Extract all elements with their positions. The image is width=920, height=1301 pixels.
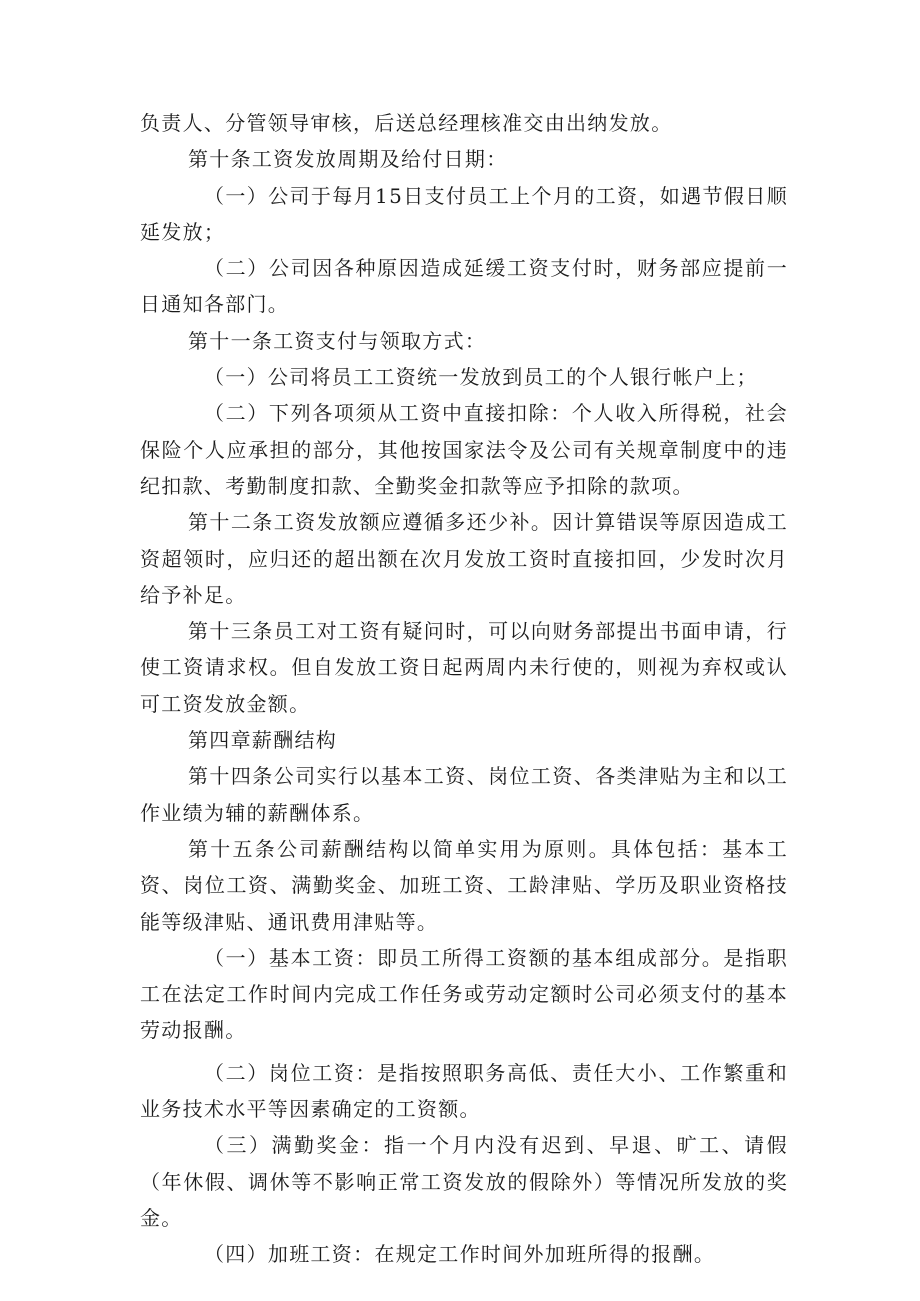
- article-11-heading: 第十一条工资支付与领取方式：: [188, 328, 487, 353]
- article-15-item-3: （三）满勤奖金：指一个月内没有迟到、早退、旷工、请假（年休假、调休等不影响正常工资发放的假除外）等情况所发放的奖金。: [140, 1133, 788, 1230]
- article-10-item-2: （二）公司因各种原因造成延缓工资支付时，财务部应提前一日通知各部门。: [140, 256, 788, 317]
- article-15-item-1: （一）基本工资：即员工所得工资额的基本组成部分。是指职工在法定工作时间内完成工作任务或劳动定额时公司必须支付的基本劳动报酬。: [140, 945, 788, 1043]
- article-15-item-2: （二）岗位工资：是指按照职务高低、责任大小、工作繁重和业务技术水平等因素确定的工资额。: [140, 1060, 788, 1122]
- article-15: 第十五条公司薪酬结构以简单实用为原则。具体包括：基本工资、岗位工资、满勤奖金、加班工资、工龄津贴、学历及职业资格技能等级津贴、通讯费用津贴等。: [140, 836, 788, 934]
- chapter-4-title: 第四章薪酬结构: [188, 728, 338, 753]
- document-body: [140, 105, 788, 1273]
- article-13: 第十三条员工对工资有疑问时，可以向财务部提出书面申请，行使工资请求权。但自发放工资日起两周内未行使的，则视为弃权或认可工资发放金额。: [140, 619, 788, 716]
- paragraph-approval: 负责人、分管领导审核，后送总经理核准交由出纳发放。: [140, 111, 673, 135]
- article-11-item-2: （二）下列各项须从工资中直接扣除：个人收入所得税，社会保险个人应承担的部分，其他按国家法令及公司有关规章制度中的违纪扣款、考勤制度扣款、全勤奖金扣款等应予扣除的款项。: [140, 401, 788, 498]
- article-15-item-4: （四）加班工资：在规定工作时间外加班所得的报酬。: [204, 1242, 716, 1267]
- article-10-heading: 第十条工资发放周期及给付日期：: [188, 147, 508, 172]
- article-12: 第十二条工资发放额应遵循多还少补。因计算错误等原因造成工资超领时，应归还的超出额在次月发放工资时直接扣回，少发时次月给予补足。: [140, 510, 788, 607]
- article-10-item-1: （一）公司于每月15日支付员工上个月的工资，如遇节假日顺延发放；: [140, 183, 788, 244]
- article-11-item-1: （一）公司将员工工资统一发放到员工的个人银行帐户上；: [204, 365, 758, 390]
- article-14: 第十四条公司实行以基本工资、岗位工资、各类津贴为主和以工作业绩为辅的薪酬体系。: [140, 764, 788, 825]
